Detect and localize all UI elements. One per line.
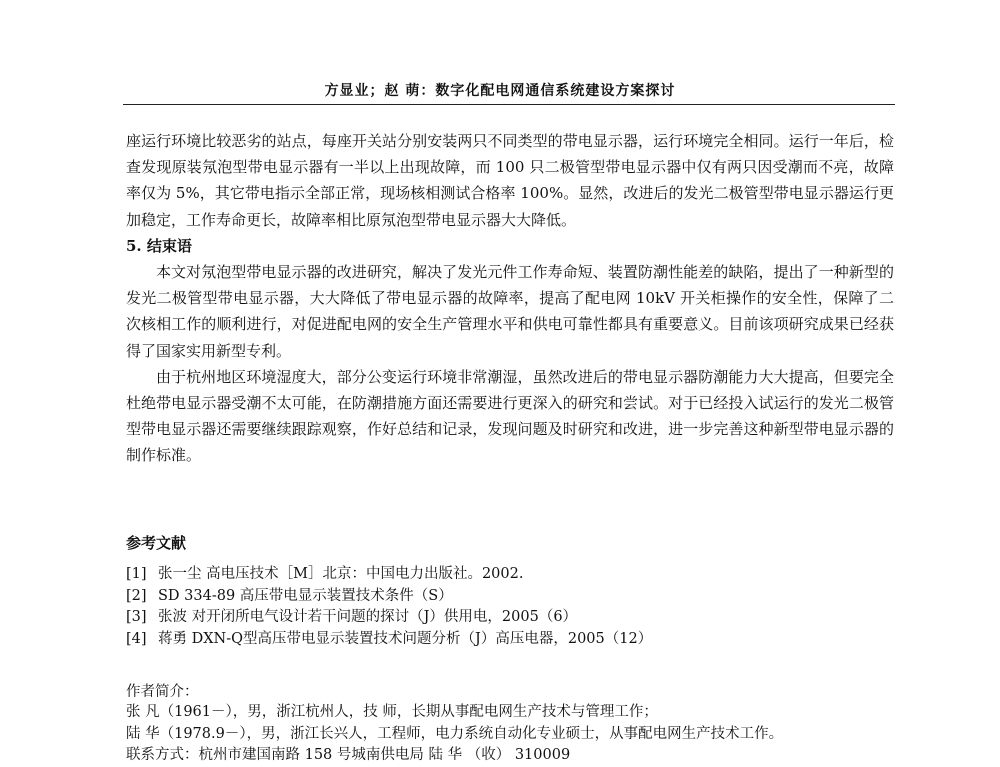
reference-text: SD 334-89 高压带电显示装置技术条件（S） <box>158 587 453 604</box>
reference-number: [3] <box>126 609 147 625</box>
reference-text: 蒋勇 DXN-Q型高压带电显示装置技术问题分析（J）高压电器，2005（12） <box>158 630 653 647</box>
reference-number: [4] <box>126 630 147 647</box>
author-line: 张 凡（1961－），男，浙江杭州人，技 师，长期从事配电网生产技术与管理工作； <box>126 704 658 720</box>
reference-text: 张一尘 高电压技术［M］北京：中国电力出版社。2002. <box>158 566 524 582</box>
reference-item <box>126 607 886 629</box>
reference-number: [2] <box>126 587 147 604</box>
author-line: 陆 华（1978.9－），男，浙江长兴人，工程师，电力系统自动化专业硕士，从事配电网生产技术工作。 <box>126 725 784 742</box>
reference-item <box>126 586 886 608</box>
author-bio-heading: 作者简介： <box>126 684 199 700</box>
body-text <box>126 128 894 469</box>
reference-text: 张波 对开闭所电气设计若干问题的探讨（J）供用电，2005（6） <box>158 609 578 625</box>
references-heading: 参考文献 <box>126 534 187 552</box>
paragraph-1: 座运行环境比较恶劣的站点，每座开关站分别安装两只不同类型的带电显示器，运行环境完全相同。运行一年后，检查发现原装氖泡型带电显示器有一半以上出现故障，而 100 只二极管型带电显示器中仅有两只因受潮而不亮，故障率仅为 5%，其它带电指示全部正常，现场核相测试合格率 100%。显然，改进后的发光二极管型带电显示器运行更加稳定，工作寿命更长，故障率相比原氖泡型带电显示器大大降低。 <box>126 132 894 229</box>
paragraph-3: 由于杭州地区环境湿度大，部分公变运行环境非常潮湿，虽然改进后的带电显示器防潮能力大大提高，但要完全杜绝带电显示器受潮不太可能，在防潮措施方面还需要进行更深入的研究和尝试。对于已经投入试运行的发光二极管型带电显示器还需要继续跟踪观察，作好总结和记录，发现问题及时研究和改进，进一步完善这种新型带电显示器的制作标准。 <box>126 367 894 465</box>
reference-item <box>126 629 886 651</box>
contact-line: 联系方式：杭州市建国南路 158 号城南供电局 陆 华 （收） 310009 <box>126 747 571 763</box>
paragraph-2: 本文对氖泡型带电显示器的改进研究，解决了发光元件工作寿命短、装置防潮性能差的缺陷，提出了一种新型的发光二极管型带电显示器，大大降低了带电显示器的故障率，提高了配电网 10kV 开关柜操作的安全性，保障了二次核相工作的顺利进行，对促进配电网的安全生产管理水平和供电可靠性都具有重要意义。目前该项研究成果已经获得了国家实用新型专利。 <box>126 263 894 360</box>
section-heading: 5. 结束语 <box>126 236 192 255</box>
running-head: 方显业；赵 萌：数字化配电网通信系统建设方案探讨 <box>324 83 676 99</box>
references-list <box>126 564 886 650</box>
reference-number: [1] <box>126 566 147 582</box>
header-rule <box>123 104 895 105</box>
author-bio <box>126 702 894 767</box>
reference-item <box>126 564 886 586</box>
